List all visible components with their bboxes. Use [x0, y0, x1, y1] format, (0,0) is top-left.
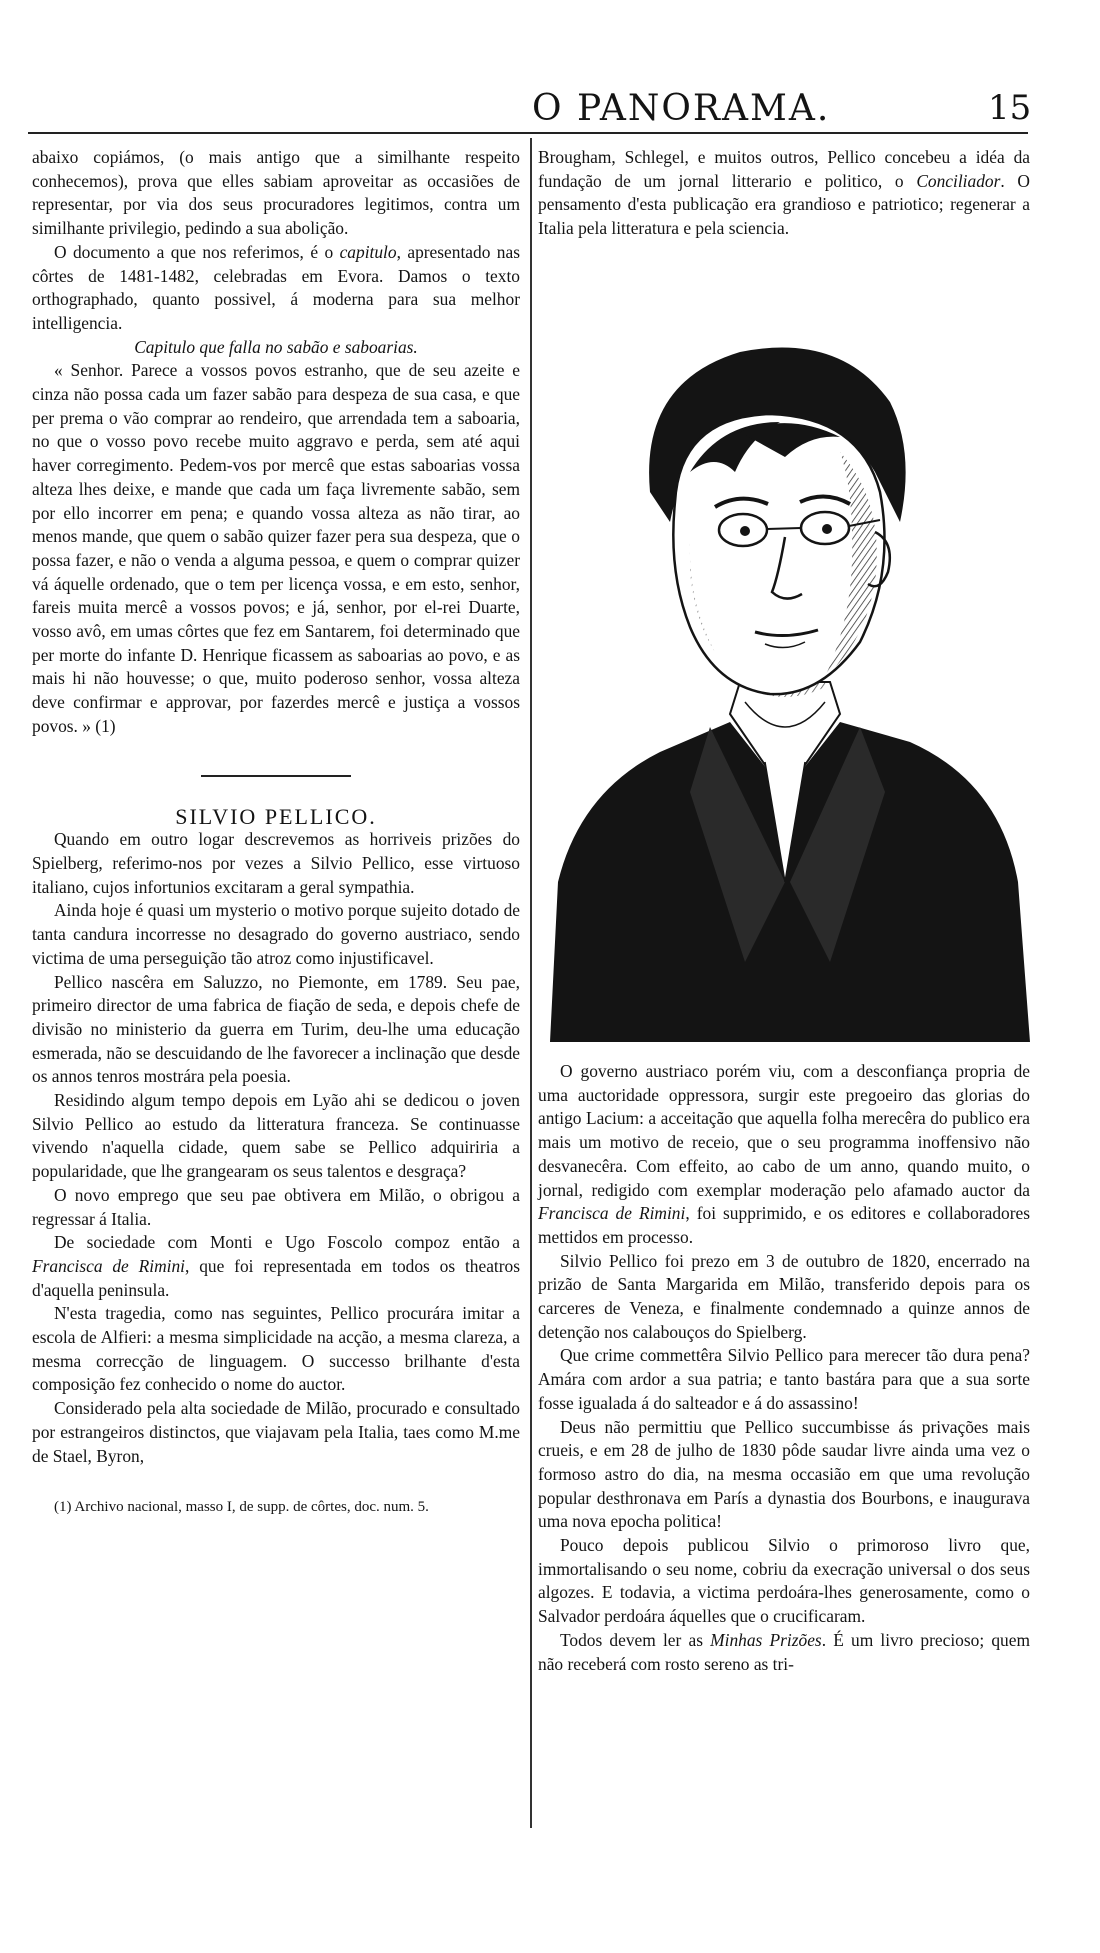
italic-text: Francisca de Rimini — [32, 1255, 185, 1276]
footnote: (1) Archivo nacional, masso I, de supp. de côrtes, doc. num. 5. — [54, 1499, 429, 1516]
paragraph: Pouco depois publicou Silvio o primoroso livro que, immortalisando o seu nome, cobriu da execração universal o dos seus algozes. E todavia, a victima perdoára-lhes generosamente, como o Salvador perdoára áquelles que o crucificaram. — [538, 1535, 1030, 1627]
paragraph: Pellico nascêra em Saluzzo, no Piemonte, em 1789. Seu pae, primeiro director de uma fabrica de fiação de seda, e depois chefe de divisão no ministerio da guerra em Turim, deu-lhe uma educação esmerada, não se descuidando de lhe favorecer a inclinação que desde os annos tenros mostrára pela poesia. — [32, 971, 520, 1087]
paragraph: abaixo copiámos, (o mais antigo que a similhante respeito conhecemos), prova que elles sabiam aproveitar as occasiões de representar, por via dos seus procuradores legitimos, contra um similhante privilegio, pedindo a sua abolição. — [32, 147, 520, 239]
paragraph: « Senhor. Parece a vossos povos estranho, que de seu azeite e cinza não possa cada um fazer sabão para despeza de sua casa, e que per prema o vão comprar ao rendeiro, que arrendada tem a saboaria, no que o vosso povo recebe muito aggravo e perda, sem até aqui haver corregimento. Pedem-vos por mercê que estas saboarias vossa alteza lhes deixe, e mande que cada um faça livremente sabão, sem por ello incorrer em pena; e quando vossa alteza as não tirar, ao menos mande, que quem o sabão quizer fazer pera sua despeza, que o possa fazer, e não o venda a alguma pessoa, e quem o comprar quizer vá áquelle ordenado, que o tem per licença vossa, e em esto, senhor, fareis muita mercê a vossos povos; e já, senhor, por el-rei Duarte, vosso avô, em umas côrtes que fez em Santarem, foi determinado que per morte do infante D. Henrique ficassem as saboarias ao povo, e as mais hi não houvesse; o que, muito poderoso senhor, vossa alteza deve confirmar e approvar, por fazerdes mercê e justiça a vossos povos. » (1) — [32, 360, 520, 736]
chapter-heading: Capitulo que falla no sabão e saboarias. — [134, 336, 418, 357]
text-run: O governo austriaco porém viu, com a desconfiança propria de uma auctoridade oppressora, surgir este pregoeiro das glorias do antigo Lacium: a acceitação que aquella folha merecêra do publico era mais um motivo de receio, que o seu programma inoffensivo não desvanecêra. Com effeito, ao cabo de um anno, quando muito, o jornal, redigido com exemplar moderação pelo afamado auctor da — [538, 1061, 1030, 1200]
text-run: , que foi representada em todos os theatros d'aquella peninsula. — [32, 1255, 521, 1300]
paragraph: Considerado pela alta sociedade de Milão, procurado e consultado por estrangeiros distinctos, que viajavam pela Italia, taes como M.me de Stael, Byron, — [32, 1398, 520, 1466]
text-run: Brougham, Schlegel, e muitos outros, Pellico concebeu a idéa da fundação de um jornal litterario e politico, o — [538, 147, 1030, 191]
text-run: . É um livro precioso; quem não receberá com rosto sereno as tri- — [538, 1629, 1030, 1674]
text-run: , foi supprimido, e os editores e collaboradores mettidos em processo. — [538, 1203, 1030, 1247]
paragraph — [538, 1629, 1030, 1676]
paragraph: O novo emprego que seu pae obtivera em Milão, o obrigou a regressar á Italia. — [32, 1184, 520, 1229]
right-column-top — [538, 146, 1030, 241]
section-divider — [201, 775, 351, 777]
column-divider — [530, 138, 532, 1828]
text-run: De sociedade com Monti e Ugo Foscolo compoz então a — [54, 1232, 520, 1253]
text-run: O documento a que nos referimos, é o — [54, 241, 340, 262]
paragraph: Que crime commettêra Silvio Pellico para merecer tão dura pena? Amára com ardor a sua patria; e tanto bastára para que a sua sorte fosse igualada á do salteador e á do assassino! — [538, 1345, 1030, 1413]
paragraph — [32, 241, 520, 336]
italic-text: Minhas Prizões — [710, 1629, 822, 1650]
italic-text: Francisca de Rimini — [538, 1203, 686, 1224]
paragraph: Deus não permittiu que Pellico succumbisse ás privações mais crueis, e em 28 de julho de 1830 pôde saudar livre ainda uma vez o formoso astro do dia, na mesma occasião em que uma revolução popular desthronava em París a dynastia dos Bourbons, e inaugurava uma nova epocha politica! — [538, 1416, 1030, 1532]
paragraph — [538, 1060, 1030, 1250]
text-run: Todos devem ler as — [560, 1629, 711, 1650]
paragraph — [538, 146, 1030, 241]
italic-text: Conciliador — [916, 170, 1001, 191]
header-rule — [28, 132, 1028, 134]
left-column — [32, 146, 520, 1517]
paragraph: Silvio Pellico foi prezo em 3 de outubro de 1820, encerrado na prizão de Santa Margarida em Milão, transferido depois para os carceres de Veneza, e finalmente condemnado a quinze annos de detenção nos calabouços do Spielberg. — [538, 1250, 1030, 1342]
paragraph: Quando em outro logar descrevemos as horriveis prizões do Spielberg, referimo-nos por vezes a Silvio Pellico, esse virtuoso italiano, cujos infortunios excitaram a geral sympathia. — [32, 829, 520, 897]
portrait-engraving-icon — [540, 322, 1030, 1042]
page-number: 15 — [988, 88, 1032, 128]
text-run: , apresentado nas côrtes de 1481-1482, celebradas em Evora. Damos o texto orthographado, quanto possivel, á moderna para sua melhor intelligencia. — [32, 241, 520, 333]
right-column-bottom — [538, 1060, 1030, 1676]
italic-text: capitulo — [339, 241, 397, 262]
paragraph: Ainda hoje é quasi um mysterio o motivo porque sujeito dotado de tanta candura incorresse no desagrado do governo austriaco, sendo victima de uma perseguição tão atroz como injustificavel. — [32, 900, 520, 968]
masthead: O PANORAMA. — [532, 88, 831, 129]
paragraph — [32, 1231, 520, 1302]
paragraph: N'esta tragedia, como nas seguintes, Pellico procurára imitar a escola de Alfieri: a mesma simplicidade na acção, a mesma clareza, a mesma correcção de linguagem. O successo brilhante d'esta composição fez conhecido o nome do auctor. — [32, 1303, 520, 1395]
section-title: SILVIO PELLICO. — [175, 803, 377, 829]
paragraph: Residindo algum tempo depois em Lyão ahi se dedicou o joven Silvio Pellico ao estudo da litteratura franceza. Se continuasse vivendo n'aquella cidade, quem sabe se Pellico adquiriria a popularidade, que lhe grangearam os seus talentos e desgraça? — [32, 1090, 520, 1182]
text-run: . O pensamento d'esta publicação era grandioso e patriotico; regenerar a Italia pela litteratura e pela sciencia. — [538, 170, 1030, 239]
